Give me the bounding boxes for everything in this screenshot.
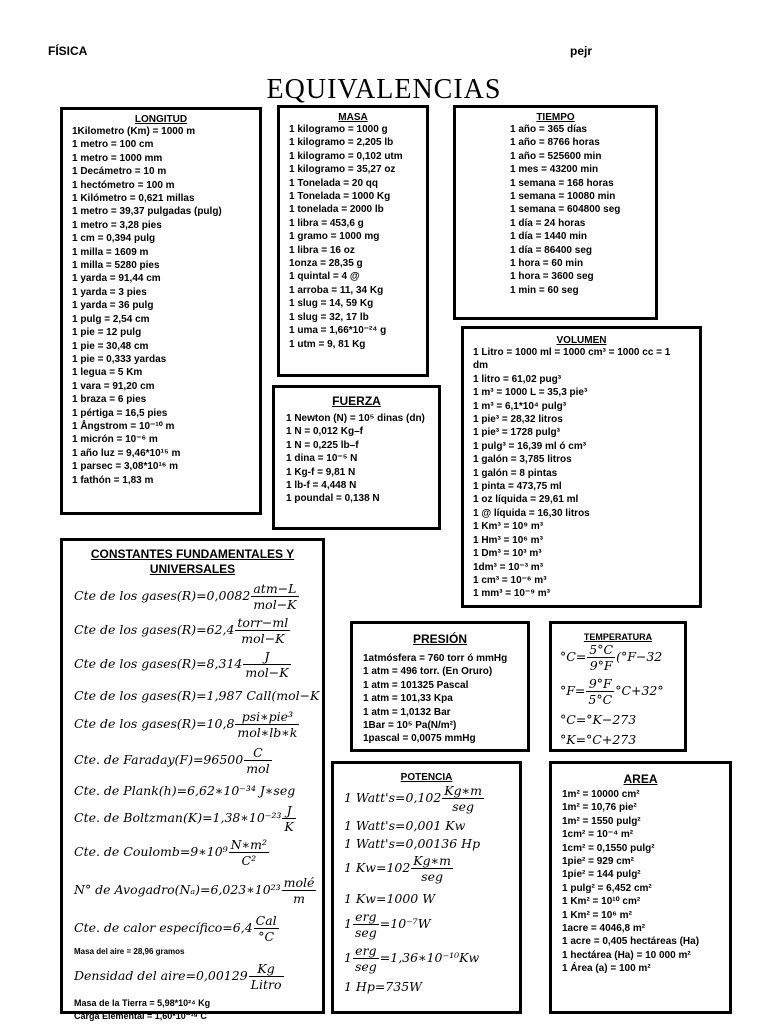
masa-item: 1 slug = 32, 17 lb [289, 311, 369, 323]
masa-item: 1 kilogramo = 1000 g [289, 124, 388, 135]
volumen-item: 1 pie³ = 28,32 litros [473, 414, 563, 426]
volumen-box [461, 326, 702, 608]
longitud-item: 1 pie = 12 pulg [72, 327, 142, 339]
presion-item: 1 atm = 496 torr. (En Oruro) [363, 666, 493, 678]
longitud-item: 1 yarda = 91,44 cm [72, 273, 161, 285]
presion-box [350, 621, 530, 752]
plank-constant: Cte. de Plank(h)=6,62∗10⁻³⁴ J∗seg [74, 783, 296, 798]
tiempo-item: 1 semana = 10080 min [510, 191, 616, 203]
longitud-item: 1 Decámetro = 10 m [72, 166, 167, 178]
longitud-item: 1 pulg = 2,54 cm [72, 313, 150, 325]
masa-item: 1 utm = 9, 81 Kg [289, 338, 366, 350]
longitud-item: 1 pie = 30,48 cm [72, 340, 149, 352]
longitud-item: 1 Ångstrom = 10⁻¹⁰ m [72, 420, 175, 432]
tiempo-item: 1 año = 525600 min [510, 150, 602, 162]
volumen-item: 1dm³ = 10⁻³ m³ [473, 561, 544, 573]
volumen-item: 1 cm³ = 10⁻⁶ m³ [473, 574, 547, 586]
presion-item: 1pascal = 0,0075 mmHg [363, 733, 476, 745]
presion-item: 1 atm = 101,33 Kpa [363, 693, 453, 705]
area-item: 1 pulg² = 6,452 cm² [562, 882, 652, 894]
presion-item: 1 atm = 101325 Pascal [363, 679, 469, 691]
volumen-item: 1 mm³ = 10⁻⁹ m³ [473, 588, 550, 600]
fuerza-item: 1 Kg-f = 9,81 N [286, 466, 356, 478]
volumen-item: 1 litro = 61,02 pug³ [473, 373, 562, 385]
temperatura-box [549, 621, 687, 752]
volumen-item: 1 pulg³ = 16,39 ml ó cm³ [473, 440, 587, 452]
longitud-item: 1Kilometro (Km) = 1000 m [72, 126, 196, 137]
tiempo-title: TIEMPO [536, 112, 575, 123]
masa-title: MASA [338, 112, 368, 123]
boltzman-constant: Cte. de Boltzman(K)=1,38∗10⁻²³ $\frac{J}{K}$ [74, 803, 294, 834]
masa-item: 1 quintal = 4 @ [289, 271, 360, 283]
fuerza-item: 1 Newton (N) = 10⁵ dinas (dn) [286, 413, 425, 424]
masa-item: 1 tonelada = 2000 lb [289, 204, 384, 216]
fuerza-title: FUERZA [332, 394, 381, 408]
longitud-item: 1 Kilómetro = 0,621 millas [72, 193, 195, 205]
longitud-item: 1 metro = 3,28 pies [72, 219, 162, 231]
masa-item: 1 arroba = 11, 34 Kg [289, 284, 384, 296]
area-item: 1 hectárea (Ha) = 10 000 m² [562, 949, 691, 961]
longitud-box [60, 107, 262, 515]
area-item: 1acre = 4046,8 m² [562, 923, 646, 935]
volumen-item: 1 oz líquida = 29,61 ml [473, 494, 579, 506]
longitud-item: 1 metro = 39,37 pulgadas (pulg) [72, 206, 222, 218]
author-label: pejr [570, 44, 593, 58]
constantes-title: CONSTANTES FUNDAMENTALES Y UNIVERSALES [90, 547, 295, 576]
volumen-item: 1 Dm³ = 10³ m³ [473, 548, 542, 560]
area-item: 1cm² = 0,1550 pulg² [562, 842, 655, 854]
area-item: 1cm² = 10⁻⁴ m² [562, 829, 634, 841]
area-item: 1 acre = 0,405 hectáreas (Ha) [562, 936, 700, 948]
celsius-kelvin-formula: °C=°K−273 [560, 712, 637, 727]
tiempo-item: 1 hora = 60 min [510, 258, 584, 270]
volumen-item: 1 Litro = 1000 ml = 1000 cm³ = 1000 cc = 1 [473, 347, 671, 358]
avogadro-number: N° de Avogadro(Nₐ)=6,023∗10²³ $\frac{\text{molé}}{m}$ [74, 875, 315, 906]
air-density: Densidad del aire=0,00129 $\frac{Kg}{\text{Litro}}$ [74, 961, 282, 992]
hp-watt-formula: 1 Hp=735W [344, 979, 423, 994]
area-item: 1 Km² = 10⁶ m² [562, 909, 632, 921]
kw-kgm-formula: 1 Kw=102 $\frac{Kg∗m}{\text{seg}}$ [344, 853, 451, 884]
volumen-item: 1 m³ = 1000 L = 35,3 pie³ [473, 387, 588, 399]
longitud-item: 1 año luz = 9,46*10¹⁵ m [72, 447, 181, 459]
tiempo-item: 1 día = 1440 min [510, 231, 587, 243]
area-item: 1pie² = 144 pulg² [562, 869, 641, 881]
gas-constant-4: Cte de los gases(R)=1,987 Call(mol−K [74, 688, 320, 703]
area-item: 1m² = 10,76 pie² [562, 802, 637, 814]
gas-constant-1: Cte de los gases(R)=0,0082 $\frac{\text{atm−L}}{\text{mol−K}}$ [74, 581, 297, 612]
longitud-item: 1 legua = 5 Km [72, 367, 143, 379]
tiempo-item: 1 año = 8766 horas [510, 137, 600, 149]
area-box [549, 761, 732, 1014]
volumen-item: 1 Hm³ = 10⁶ m³ [473, 534, 543, 546]
potencia-title: POTENCIA [400, 772, 453, 783]
tiempo-item: 1 min = 60 seg [510, 284, 579, 296]
gas-constant-2: Cte de los gases(R)=62,4 $\frac{\text{torr−ml}}{\text{mol−K}}$ [74, 615, 289, 646]
longitud-item: 1 fathón = 1,83 m [72, 474, 154, 486]
masa-item: 1 slug = 14, 59 Kg [289, 298, 374, 310]
masa-item: 1 kilogramo = 2,205 lb [289, 137, 394, 149]
longitud-item: 1 milla = 5280 pies [72, 260, 160, 272]
potencia-box [331, 761, 522, 1014]
air-mass: Masa del aire = 28,96 gramos [74, 947, 185, 956]
longitud-item: 1 milla = 1609 m [72, 246, 149, 258]
masa-item: 1 libra = 453,6 g [289, 217, 364, 229]
watt-kw-formula: 1 Watt's=0,001 Kw [344, 818, 466, 833]
longitud-item: 1 micrón = 10⁻⁶ m [72, 434, 158, 446]
kw-watt-formula: 1 Kw=1000 W [344, 891, 436, 906]
fuerza-item: 1 N = 0,225 lb–f [286, 439, 359, 451]
watt-kgm-formula: 1 Watt's=0,102 $\frac{Kg∗m}{\text{seg}}$ [344, 783, 482, 814]
masa-item: 1 kilogramo = 35,27 oz [289, 164, 396, 176]
volumen-title: VOLUMEN [556, 335, 607, 346]
masa-item: 1 Tonelada = 1000 Kg [289, 191, 391, 203]
fuerza-item: 1 poundal = 0,138 N [286, 493, 380, 505]
longitud-item: 1 yarda = 36 pulg [72, 300, 154, 312]
presion-title: PRESIÓN [412, 632, 467, 646]
longitud-item: 1 braza = 6 pies [72, 394, 147, 406]
erg-watt-formula: 1 $\frac{\text{erg}}{\text{seg}}$ =10⁻⁷W [344, 909, 431, 940]
presion-item: 1atmósfera = 760 torr ó mmHg [363, 653, 508, 664]
volumen-item: 1 Km³ = 10⁹ m³ [473, 521, 544, 533]
presion-item: 1 atm = 1,0132 Bar [363, 706, 451, 718]
longitud-item: 1 yarda = 3 pies [72, 286, 147, 298]
kelvin-celsius-formula: °K=°C+273 [560, 732, 637, 747]
page-title: EQUIVALENCIAS [266, 74, 502, 105]
longitud-item: 1 metro = 1000 mm [72, 152, 163, 164]
volumen-item: 1 m³ = 6,1*10⁴ pulg³ [473, 400, 567, 412]
area-item: 1pie² = 929 cm² [562, 856, 634, 868]
longitud-item: 1 metro = 100 cm [72, 139, 154, 151]
tiempo-item: 1 mes = 43200 min [510, 164, 599, 176]
longitud-item: 1 vara = 91,20 cm [72, 380, 155, 392]
gas-constant-5: Cte de los gases(R)=10,8 $\frac{\text{psi∗pie³}}{\text{mol∗lb∗k}}$ [74, 709, 298, 740]
tiempo-box [453, 105, 658, 320]
fuerza-item: 1 N = 0,012 Kg–f [286, 426, 363, 438]
erg-kw-formula: 1 $\frac{\text{erg}}{\text{seg}}$ =1,36∗10⁻¹⁰Kw [344, 943, 480, 974]
tiempo-item: 1 semana = 604800 seg [510, 204, 621, 216]
fahrenheit-formula: °F= $\frac{9^\circ F}{5^\circ C}$ °C+32° [560, 676, 664, 707]
longitud-item: 1 hectómetro = 100 m [72, 179, 175, 191]
volumen-item: 1 pie³ = 1728 pulg³ [473, 427, 560, 439]
constantes-box [60, 538, 325, 1021]
volumen-item: 1 galón = 3,785 litros [473, 454, 572, 466]
masa-item: 1 Tonelada = 20 qq [289, 177, 379, 189]
masa-item: 1 gramo = 1000 mg [289, 231, 380, 243]
celsius-formula: °C= $\frac{5^\circ C}{9^\circ F}$ (°F−32 [560, 642, 663, 673]
specific-heat-constant: Cte. de calor específico=6,4 $\frac{\text{Cal}}{^\circ C}$ [74, 913, 277, 944]
subject-label: FÍSICA [48, 44, 88, 58]
masa-item: 1 libra = 16 oz [289, 244, 355, 256]
longitud-item: 1 cm = 0,394 pulg [72, 233, 156, 245]
fuerza-box [272, 385, 441, 530]
longitud-title: LONGITUD [134, 114, 188, 125]
volumen-item: dm [473, 360, 488, 372]
masa-item: 1onza = 28,35 g [289, 258, 363, 270]
presion-item: 1Bar = 10⁵ Pa(N/m²) [363, 720, 457, 732]
volumen-item: 1 @ líquida = 16,30 litros [473, 507, 590, 519]
tiempo-item: 1 semana = 168 horas [510, 177, 614, 189]
masa-item: 1 uma = 1,66*10⁻²⁴ g [289, 325, 387, 337]
earth-mass: Masa de la Tierra = 5,98*10²⁴ Kg [74, 998, 211, 1008]
masa-box [277, 105, 429, 377]
tiempo-item: 1 día = 86400 seg [510, 244, 593, 256]
longitud-item: 1 pie = 0,333 yardas [72, 353, 167, 365]
gas-constant-3: Cte de los gases(R)=8,314 $\frac{J}{\text{mol−K}}$ [74, 649, 289, 680]
watt-hp-formula: 1 Watt's=0,00136 Hp [344, 836, 481, 851]
fuerza-item: 1 lb-f = 4,448 N [286, 480, 357, 492]
tiempo-item: 1 día = 24 horas [510, 217, 586, 229]
area-item: 1 Km² = 10¹⁰ cm² [562, 896, 641, 908]
masa-item: 1 kilogramo = 0,102 utm [289, 150, 403, 162]
tiempo-item: 1 año = 365 días [510, 124, 587, 135]
area-title: AREA [623, 772, 658, 786]
temperatura-title: TEMPERATURA [583, 632, 653, 642]
tiempo-item: 1 hora = 3600 seg [510, 271, 594, 283]
longitud-item: 1 parsec = 3,08*10¹⁶ m [72, 461, 179, 473]
elemental-charge: Carga Elemental = 1,60*10⁻¹⁹ C [74, 1011, 207, 1021]
coulomb-constant: Cte. de Coulomb=9∗10⁹ $\frac{\text{N∗m²}}{\text{C²}}$ [74, 837, 267, 868]
area-item: 1 Área (a) = 100 m² [562, 963, 651, 975]
area-item: 1m² = 1550 pulg² [562, 815, 641, 827]
longitud-item: 1 pértiga = 16,5 pies [72, 407, 168, 419]
volumen-item: 1 pinta = 473,75 ml [473, 481, 562, 493]
area-item: 1m² = 10000 cm² [562, 789, 640, 800]
fuerza-item: 1 dina = 10⁻⁵ N [286, 453, 358, 465]
volumen-item: 1 galón = 8 pintas [473, 467, 558, 479]
faraday-constant: Cte. de Faraday(F)=96500 $\frac{C}{\text{mol}}$ [74, 745, 270, 776]
